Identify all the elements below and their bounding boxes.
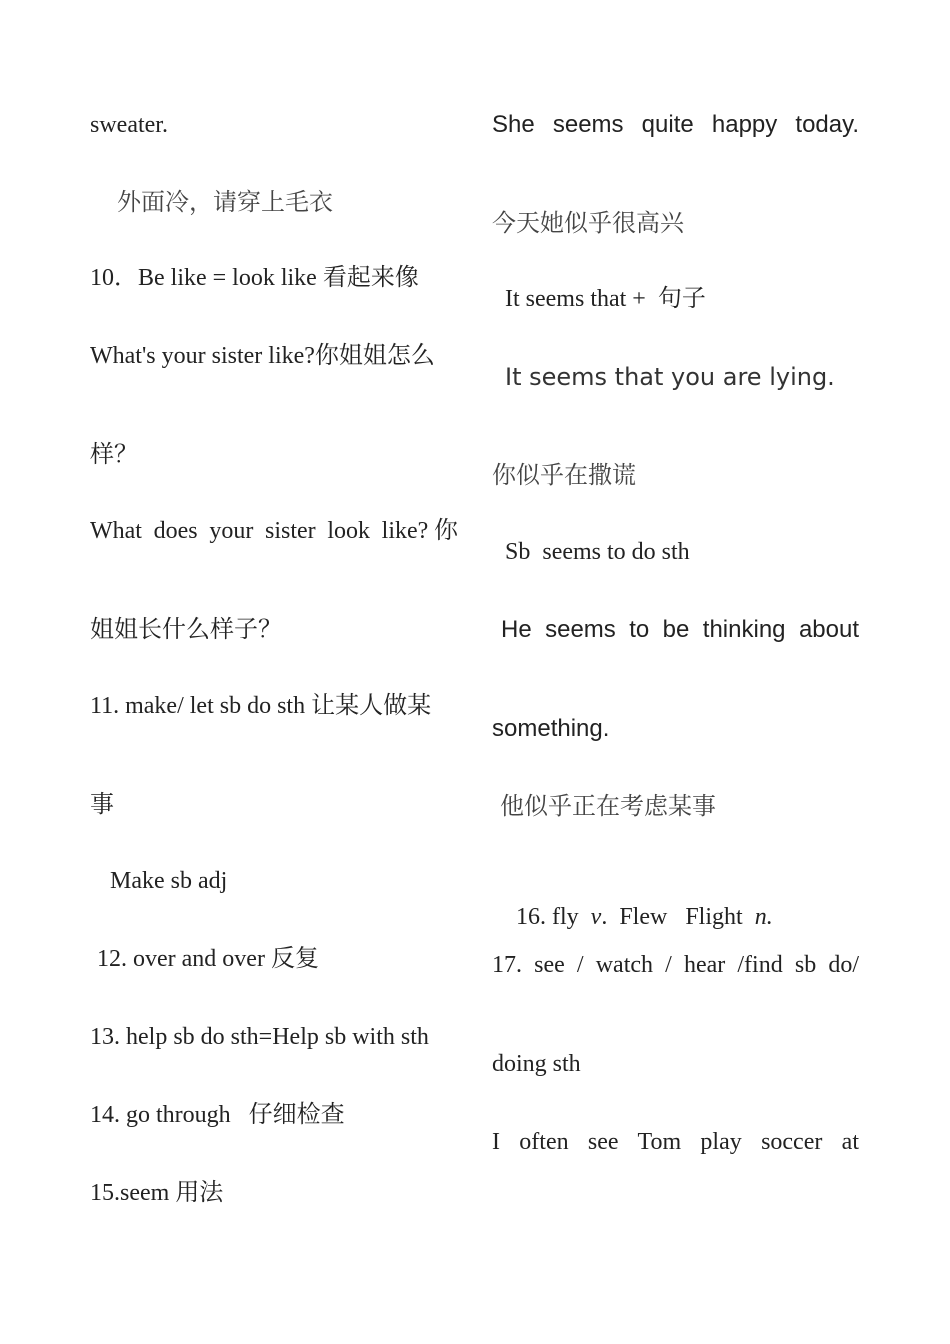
line-item-11-cont: 事 bbox=[90, 792, 114, 818]
line-item-11: 11. make/ let sb do sth 让某人做某 bbox=[90, 693, 432, 719]
line-translation-lying: 你似乎在撒谎 bbox=[492, 463, 636, 489]
line-translation-happy: 今天她似乎很高兴 bbox=[492, 211, 684, 237]
line-seems-lying: It seems that you are lying. bbox=[505, 363, 835, 391]
line-sweater: sweater. bbox=[90, 112, 168, 138]
line-it-seems-that: It seems that + 句子 bbox=[505, 286, 706, 312]
item-16-v: v bbox=[590, 904, 602, 930]
line-sister-look-like: What does your sister look like?你 bbox=[90, 518, 458, 544]
line-item-15: 15.seem 用法 bbox=[90, 1180, 224, 1206]
line-item-16 bbox=[492, 872, 773, 962]
line-item-12: 12. over and over 反复 bbox=[97, 946, 319, 972]
line-translation-sweater: 外面冷，请穿上毛衣 bbox=[117, 190, 333, 216]
line-seems-happy: She seems quite happy today. bbox=[492, 111, 859, 138]
item-16-middle: . Flew Flight bbox=[601, 904, 755, 930]
line-sister-like-cont: 样？ bbox=[90, 442, 138, 468]
item-16-n: n. bbox=[754, 904, 773, 930]
line-see-tom: I often see Tom play soccer at bbox=[492, 1129, 859, 1155]
line-item-13: 13. help sb do sth=Help sb with sth bbox=[90, 1024, 429, 1050]
line-item-10: 10．Be like = look like 看起来像 bbox=[90, 265, 419, 291]
item-16-lead: 16. fly bbox=[516, 904, 591, 930]
line-thinking-about: He seems to be thinking about bbox=[501, 616, 859, 643]
line-sister-like: What's your sister like?你姐姐怎么 bbox=[90, 343, 435, 369]
line-seems-to-do: Sb seems to do sth bbox=[505, 539, 690, 565]
line-translation-thinking: 他似乎正在考虑某事 bbox=[500, 794, 716, 820]
line-sister-look-like-cont: 姐姐长什么样子？ bbox=[90, 617, 282, 643]
line-something: something. bbox=[492, 715, 610, 742]
line-item-14: 14. go through 仔细检查 bbox=[90, 1102, 345, 1128]
line-make-sb-adj: Make sb adj bbox=[110, 868, 228, 894]
line-item-17-cont: doing sth bbox=[492, 1051, 581, 1077]
line-item-17: 17. see / watch / hear /find sb do/ bbox=[492, 952, 859, 978]
